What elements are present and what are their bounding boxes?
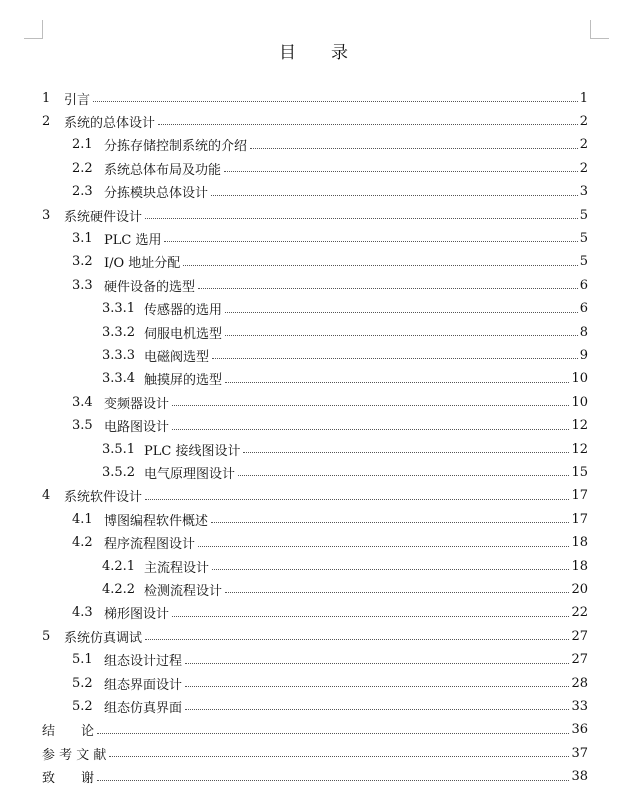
toc-entry[interactable] [72, 181, 588, 203]
toc-entry-page-number: 10 [571, 394, 588, 410]
toc-entry-number: 2.2 [72, 160, 93, 176]
toc-entry-page-number: 15 [571, 464, 588, 480]
toc-entry-page-number: 37 [571, 745, 588, 761]
toc-entry-number: 3.3.3 [102, 347, 136, 363]
toc-entry-label: 博图编程软件概述 [104, 513, 209, 529]
toc-entry-number: 4.2.2 [102, 581, 136, 597]
toc-dot-leader [225, 334, 578, 336]
toc-entry-label: 组态设计过程 [104, 654, 183, 670]
toc-entry[interactable] [42, 87, 588, 109]
toc-entry-label: 系统仿真调试 [64, 630, 143, 646]
toc-dot-leader [172, 615, 569, 617]
toc-entry[interactable] [102, 461, 588, 483]
toc-entry-page-number: 36 [571, 722, 588, 738]
toc-entry-number: 4.2 [72, 535, 93, 551]
toc-entry-page-number: 10 [571, 371, 588, 387]
toc-entry-number: 3.5.1 [102, 441, 136, 457]
toc-entry-label: 传感器的选用 [144, 303, 223, 319]
toc-entry-number: 3.3.2 [102, 324, 136, 340]
toc-entry-number: 3 [42, 207, 51, 223]
toc-entry[interactable] [102, 321, 588, 343]
toc-entry-page-number: 38 [571, 769, 588, 785]
toc-entry[interactable] [72, 391, 588, 413]
toc-entry-label: 梯形图设计 [104, 607, 170, 623]
toc-entry[interactable] [72, 672, 588, 694]
toc-entry-label: 变频器设计 [104, 396, 170, 412]
toc-entry-label: 系统总体布局及功能 [104, 162, 222, 178]
toc-entry-label: 组态仿真界面 [104, 700, 183, 716]
toc-entry-label: 引言 [64, 92, 91, 108]
toc-entry[interactable] [102, 438, 588, 460]
toc-entry-label: 分拣存储控制系统的介绍 [104, 139, 248, 155]
toc-entry-label: 组态界面设计 [104, 677, 183, 693]
toc-title-char-1: 目 [279, 43, 297, 63]
toc-entry-label: 程序流程图设计 [104, 537, 196, 553]
toc-entry-label: 参 考 文 献 [42, 747, 107, 763]
toc-dot-leader [224, 170, 578, 172]
toc-entry-label: 系统的总体设计 [64, 115, 156, 131]
toc-entry-page-number: 17 [571, 488, 588, 504]
toc-entry[interactable] [72, 134, 588, 156]
toc-dot-leader [211, 194, 578, 196]
toc-entry-page-number: 6 [579, 301, 588, 317]
toc-dot-leader [172, 428, 569, 430]
toc-entry-page-number: 12 [571, 418, 588, 434]
toc-entry-label: 电磁阀选型 [144, 349, 210, 365]
toc-entry-number: 3.5.2 [102, 464, 136, 480]
toc-dot-leader [145, 638, 569, 640]
toc-entry-number: 1 [42, 90, 51, 106]
toc-dot-leader [225, 591, 569, 593]
toc-entry-page-number: 1 [579, 90, 588, 106]
toc-entry[interactable] [42, 485, 588, 507]
toc-entry-label: 硬件设备的选型 [104, 279, 196, 295]
toc-dot-leader [225, 381, 569, 383]
toc-entry[interactable] [72, 602, 588, 624]
toc-entry[interactable] [42, 742, 588, 764]
toc-entry[interactable] [72, 649, 588, 671]
toc-entry-page-number: 6 [579, 277, 588, 293]
toc-entry-page-number: 27 [571, 628, 588, 644]
toc-dot-leader [243, 451, 569, 453]
toc-entry-number: 5.2 [72, 698, 93, 714]
toc-entry-label: PLC 接线图设计 [144, 443, 241, 459]
toc-entry[interactable] [102, 555, 588, 577]
toc-dot-leader [97, 732, 569, 734]
toc-entry-label: 电气原理图设计 [144, 466, 236, 482]
toc-dot-leader [250, 147, 578, 149]
toc-title [0, 38, 628, 63]
toc-entry-label: PLC 选用 [104, 232, 162, 248]
crop-mark-top-left [24, 20, 43, 39]
toc-entry-number: 3.3 [72, 277, 93, 293]
toc-entry-number: 3.2 [72, 254, 93, 270]
toc-entry-number: 5 [42, 628, 51, 644]
toc-entry-label: I/O 地址分配 [104, 256, 181, 272]
toc-entry-page-number: 5 [579, 230, 588, 246]
toc-entry-number: 3.3.4 [102, 371, 136, 387]
toc-dot-leader [225, 311, 578, 313]
toc-entry-page-number: 28 [571, 675, 588, 691]
toc-dot-leader [109, 755, 569, 757]
toc-dot-leader [145, 498, 569, 500]
toc-entry[interactable] [102, 578, 588, 600]
toc-entry-label: 电路图设计 [104, 420, 170, 436]
toc-entry-page-number: 3 [579, 184, 588, 200]
toc-dot-leader [164, 240, 577, 242]
toc-dot-leader [212, 568, 569, 570]
toc-entry-page-number: 2 [579, 113, 588, 129]
toc-entry[interactable] [72, 532, 588, 554]
toc-entry-number: 4.2.1 [102, 558, 136, 574]
toc-entry-page-number: 27 [571, 652, 588, 668]
toc-entry-number: 3.3.1 [102, 301, 136, 317]
toc-dot-leader [185, 685, 569, 687]
toc-entry-page-number: 9 [579, 347, 588, 363]
toc-dot-leader [212, 357, 578, 359]
toc-entry[interactable] [102, 298, 588, 320]
toc-dot-leader [211, 521, 569, 523]
toc-entry-page-number: 12 [571, 441, 588, 457]
toc-entry[interactable] [72, 251, 588, 273]
toc-entry-number: 5.2 [72, 675, 93, 691]
toc-entry[interactable] [102, 344, 588, 366]
toc-dot-leader [145, 217, 578, 219]
toc-entry[interactable] [42, 625, 588, 647]
toc-entry-label: 分拣模块总体设计 [104, 186, 209, 202]
toc-dot-leader [183, 264, 577, 266]
toc-entry-label: 系统硬件设计 [64, 209, 143, 225]
toc-entry-number: 3.1 [72, 230, 93, 246]
toc-entry[interactable] [42, 766, 588, 788]
toc-dot-leader [238, 474, 569, 476]
toc-entry[interactable] [42, 719, 588, 741]
toc-dot-leader [198, 287, 578, 289]
toc-entry-label: 伺服电机选型 [144, 326, 223, 342]
toc-entry-page-number: 18 [571, 535, 588, 551]
toc-entry-number: 4 [42, 488, 51, 504]
toc-entry-page-number: 22 [571, 605, 588, 621]
toc-entry[interactable] [72, 227, 588, 249]
toc-entry-page-number: 17 [571, 511, 588, 527]
toc-entry-number: 2.1 [72, 137, 93, 153]
toc-entry[interactable] [72, 157, 588, 179]
toc-entry-page-number: 5 [579, 254, 588, 270]
toc-entry-label: 致 谢 [42, 771, 95, 787]
toc-entry-label: 结 论 [42, 724, 95, 740]
toc-dot-leader [158, 123, 578, 125]
toc-entry-number: 2.3 [72, 184, 93, 200]
toc-entry-number: 3.4 [72, 394, 93, 410]
toc-entry-page-number: 2 [579, 160, 588, 176]
toc-entry-label: 主流程设计 [144, 560, 210, 576]
toc-dot-leader [185, 708, 569, 710]
toc-entry-page-number: 33 [571, 698, 588, 714]
toc-dot-leader [93, 100, 578, 102]
toc-entry[interactable] [72, 508, 588, 530]
toc-entry-page-number: 5 [579, 207, 588, 223]
toc-entry-number: 5.1 [72, 652, 93, 668]
toc-entry-number: 2 [42, 113, 51, 129]
toc-entry[interactable] [42, 110, 588, 132]
toc-entry-number: 4.3 [72, 605, 93, 621]
toc-dot-leader [185, 662, 569, 664]
toc-entry-page-number: 2 [579, 137, 588, 153]
toc-entry-label: 检测流程设计 [144, 583, 223, 599]
toc-entry-page-number: 8 [579, 324, 588, 340]
toc-entry[interactable] [72, 415, 588, 437]
toc-entry[interactable] [72, 274, 588, 296]
toc-entry-page-number: 18 [571, 558, 588, 574]
toc-entry-page-number: 20 [571, 581, 588, 597]
toc-entry-label: 触摸屏的选型 [144, 373, 223, 389]
toc-entry-label: 系统软件设计 [64, 490, 143, 506]
crop-mark-top-right [590, 20, 609, 39]
toc-entry[interactable] [102, 368, 588, 390]
toc-dot-leader [172, 404, 569, 406]
toc-dot-leader [198, 545, 569, 547]
toc-entry[interactable] [42, 204, 588, 226]
toc-title-char-2: 录 [331, 43, 349, 63]
toc-entry-number: 3.5 [72, 418, 93, 434]
toc-entry-number: 4.1 [72, 511, 93, 527]
toc-dot-leader [97, 779, 569, 781]
toc-entry[interactable] [72, 695, 588, 717]
